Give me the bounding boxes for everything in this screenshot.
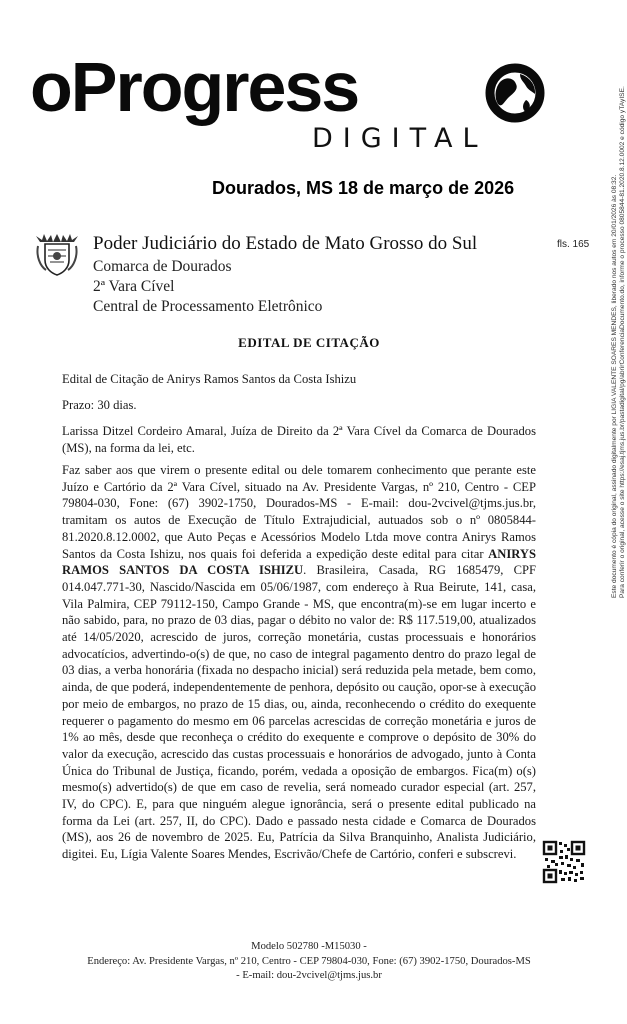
citation-subject: Edital de Citação de Anirys Ramos Santos da Costa Ishizu bbox=[62, 372, 357, 386]
main-paragraph bbox=[62, 462, 536, 863]
qr-code-icon[interactable] bbox=[543, 815, 585, 883]
dateline: Dourados, MS 18 de março de 2026 bbox=[212, 178, 515, 198]
footer-email: - E-mail: dou-2vcivel@tjms.jus.br bbox=[236, 970, 382, 981]
judge-paragraph: Larissa Ditzel Cordeiro Amaral, Juíza de Direito da 2ª Vara Cível da Comarca de Dourados (MS), na forma da lei, etc. bbox=[62, 424, 536, 455]
main-text-after: . Brasileira, Casada, RG 1685479, CPF 014.047.771-30, Nascido/Nascida em 05/06/1987, com endereço à Rua Beirute, 141, casa, Vila Palmira, CEP 79112-150, Campo Grande - MS, que encontra(m)-se em lugar incerto e não sabido, para, no prazo de 03 dias, pagar o débito no valor de: R$ 117.519,00, atualizados até 14/05/2020, acrescido de juros, correção monetária, custas processuais e honorários advocatícios, advertindo-o(s) de que, no caso de integral pagamento dentro do prazo legal de 03 dias, a verba honorária (fixada no despacho inicial) será reduzida pela metade, bem como, ainda, de que poderá, independentemente de penhora, depósito ou caução, opor-se à execução por meio de embargos, no prazo de 15 dias, ou, ainda, reconhecendo o crédito do exequente requerer o pagamento do mesmo em 06 parcelas acrescidas de correção monetária e juros de 1% ao mês, desde que reconheça o crédito do exequente e comprove o depósito de 30% do valor da execução, acrescido das custas processuais e honorários de advogado, junto à Conta Única do Tribunal de Justiça, ficando, porém, vedada a oposição de embargos. Fica(m) o(s) mesmo(s) advertido(s) de que em caso de revelia, será nomeado curador especial (art. 257, IV, do CPC). E, para que ninguém alegue ignorância, será o presente edital publicado na forma da Lei (art. 257, II, do CPC). Dado e passado nesta cidade e Comarca de Dourados (MS), aos 26 de novembro de 2025. Eu, Patrícia da Silva Branquinho, Analista Judiciário, digitei. Eu, Lígia Valente Soares Mendes, Escrivão/Chefe de Cartório, conferi e subscrevi. bbox=[62, 563, 536, 862]
court-vara: 2ª Vara Cível bbox=[93, 278, 175, 295]
logo-wordmark: oProgress bbox=[30, 48, 359, 126]
court-name: Poder Judiciário do Estado de Mato Grosso do Sul bbox=[93, 233, 478, 254]
edital-title: EDITAL DE CITAÇÃO bbox=[238, 335, 380, 350]
stamp-line-2: Para conferir o original, acesse o site https://esaj.tjms.jus.br/pastadigital/pg/abrirConferenciaDocumento.do, informe o processo 0805844-81.2020.8.12.0002 e código yTAyISE. bbox=[619, 86, 626, 598]
globe-icon bbox=[486, 64, 544, 122]
footer-model: Modelo 502780 -M15030 - bbox=[251, 941, 367, 952]
court-comarca: Comarca de Dourados bbox=[93, 258, 232, 275]
stamp-line-1: Este documento é cópia do original, assinado digitalmente por LIGIA VALENTE SOARES MENDES, liberado nos autos em 20/01/2026 às 08:32. bbox=[611, 174, 618, 598]
logo-subtitle: DIGITAL bbox=[312, 123, 488, 154]
deadline-text: Prazo: 30 dias. bbox=[62, 398, 137, 412]
state-crest-icon bbox=[32, 232, 82, 278]
page-number: fls. 165 bbox=[557, 239, 590, 250]
digital-signature-stamp bbox=[611, 86, 627, 598]
defendant-name: ANIRYS RAMOS SANTOS DA COSTA ISHIZU bbox=[62, 546, 536, 578]
footer-address: Endereço: Av. Presidente Vargas, nº 210, Centro - CEP 79804-030, Fone: (67) 3902-1750, Dourados-MS bbox=[87, 956, 531, 967]
court-central: Central de Processamento Eletrônico bbox=[93, 298, 323, 315]
main-text-before: Faz saber aos que virem o presente edital ou dele tomarem conhecimento que perante este Juízo e Cartório da 2ª Vara Cível, situado na Av. Presidente Vargas, nº 210, Centro - CEP 79804-030, Fone: (67) 3902-1750, Dourados-MS - E-mail: dou-2vcivel@tjms.jus.br, tramitam os autos de Execução de Título Extrajudicial, autuados sob o nº 0805844-81.2020.8.12.0002, que Auto Peças e Acessórios Modelo Ltda move contra Anirys Ramos Santos da Costa Ishizu, nos quais foi deferida a expedição deste edital para citar bbox=[62, 463, 536, 561]
